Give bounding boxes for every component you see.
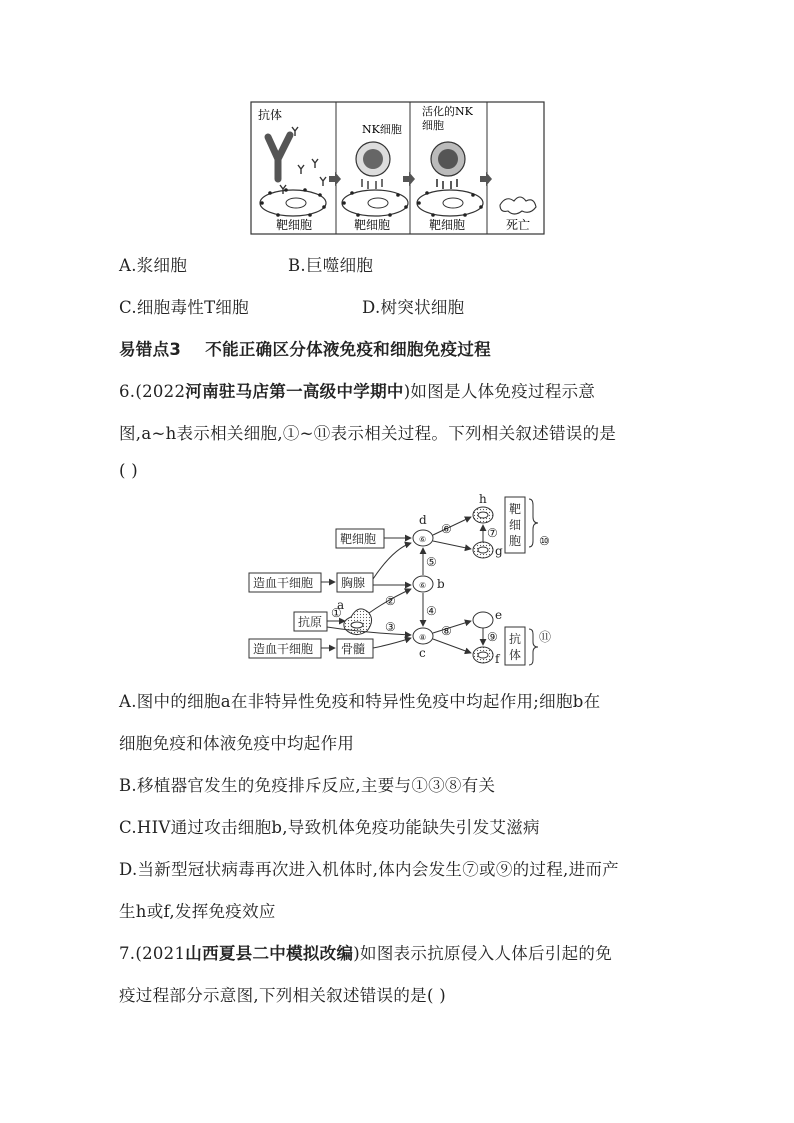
- cell-letter-g: g: [495, 544, 503, 558]
- q7-stem-line1: [119, 940, 612, 964]
- section-title: 不能正确区分体液免疫和细胞免疫过程: [205, 340, 491, 359]
- mark-p7: ⑦: [487, 526, 498, 540]
- box-antigen: 抗原: [298, 615, 323, 629]
- box-hsc-1: 造血干细胞: [253, 576, 314, 590]
- box-target-cell: 靶细胞: [340, 532, 377, 546]
- q5-option-d: D.树突状细胞: [362, 298, 465, 317]
- cell-letter-e: e: [495, 608, 503, 622]
- cell-letter-f: f: [495, 652, 500, 666]
- q7-number: 7.: [119, 944, 136, 963]
- q7-source-open: (2021: [135, 944, 186, 963]
- section-heading: [119, 336, 491, 360]
- box-antibody-v2: 体: [509, 648, 522, 662]
- mark-p6: ⑥: [441, 522, 452, 536]
- q5-option-a: A.浆细胞: [119, 256, 188, 275]
- q6-option-b: B.移植器官发生的免疫排斥反应,主要与①③⑧有关: [119, 776, 496, 795]
- cell-letter-d: d: [419, 513, 427, 527]
- mark-p2: ②: [385, 594, 396, 608]
- q6-stem-text1: )如图是人体免疫过程示意: [403, 382, 596, 401]
- cell-letter-b: b: [437, 577, 445, 591]
- box-antibody-v1: 抗: [509, 632, 522, 646]
- box-hsc-2: 造血干细胞: [253, 642, 314, 656]
- label-target-cell-3: 靶细胞: [429, 218, 466, 232]
- cell-letter-c: c: [419, 646, 426, 660]
- mark-p9: ⑨: [487, 630, 498, 644]
- label-activated-nk-2: 细胞: [422, 119, 444, 132]
- label-death: 死亡: [506, 218, 531, 232]
- svg-text:⑥: ⑥: [419, 581, 427, 590]
- q6-option-a-line1: A.图中的细胞a在非特异性免疫和特异性免疫中均起作用;细胞b在: [119, 692, 601, 711]
- q6-stem-line2: 图,a~h表示相关细胞,①~⑪表示相关过程。下列相关叙述错误的是: [119, 424, 617, 443]
- box-bone-marrow: 骨髓: [341, 642, 366, 656]
- box-target-v3: 胞: [509, 534, 522, 548]
- mark-p5: ⑤: [426, 555, 437, 569]
- q7-stem-line2: 疫过程部分示意图,下列相关叙述错误的是( ): [119, 986, 446, 1005]
- q6-number: 6.: [119, 382, 136, 401]
- q7-source: 山西夏县二中模拟改编: [185, 944, 354, 963]
- mark-p3: ③: [385, 620, 396, 634]
- box-target-v2: 细: [509, 518, 522, 532]
- q6-source: 河南驻马店第一高级中学期中: [185, 382, 404, 401]
- q6-option-d-line2: 生h或f,发挥免疫效应: [119, 902, 276, 921]
- mark-p4: ④: [426, 604, 437, 618]
- q5-option-b: B.巨噬细胞: [288, 256, 374, 275]
- mark-p11: ⑪: [539, 630, 552, 644]
- q6-option-d-line1: D.当新型冠状病毒再次进入机体时,体内会发生⑦或⑨的过程,进而产: [119, 860, 619, 879]
- q5-option-c: C.细胞毒性T细胞: [119, 298, 249, 317]
- label-target-cell-1: 靶细胞: [276, 218, 313, 232]
- label-activated-nk-1: 活化的NK: [422, 105, 473, 118]
- figure-nk-cell-killing: [250, 101, 546, 236]
- section-label: 易错点3: [119, 340, 182, 359]
- q7-stem-text1: )如图表示抗原侵入人体后引起的免: [353, 944, 613, 963]
- mark-p8: ⑧: [441, 624, 452, 638]
- cell-letter-a: a: [337, 598, 345, 612]
- q6-source-open: (2022: [135, 382, 186, 401]
- svg-text:⑧: ⑧: [419, 633, 427, 642]
- q6-option-c: C.HIV通过攻击细胞b,导致机体免疫功能缺失引发艾滋病: [119, 818, 540, 837]
- box-thymus: 胸腺: [341, 576, 366, 590]
- mark-p10: ⑩: [539, 534, 550, 548]
- label-target-cell-2: 靶细胞: [354, 218, 391, 232]
- q6-answer-blank: ( ): [119, 461, 139, 480]
- label-nk-cell: NK细胞: [362, 123, 402, 136]
- figure-immune-process: [245, 493, 560, 668]
- svg-text:⑥: ⑥: [419, 535, 427, 544]
- q6-option-a-line2: 细胞免疫和体液免疫中均起作用: [119, 734, 355, 753]
- q6-stem-line1: [119, 378, 595, 402]
- mark-p1: ①: [331, 606, 342, 620]
- label-antibody: 抗体: [258, 108, 283, 122]
- cell-letter-h: h: [479, 493, 487, 506]
- box-target-v1: 靶: [509, 502, 522, 516]
